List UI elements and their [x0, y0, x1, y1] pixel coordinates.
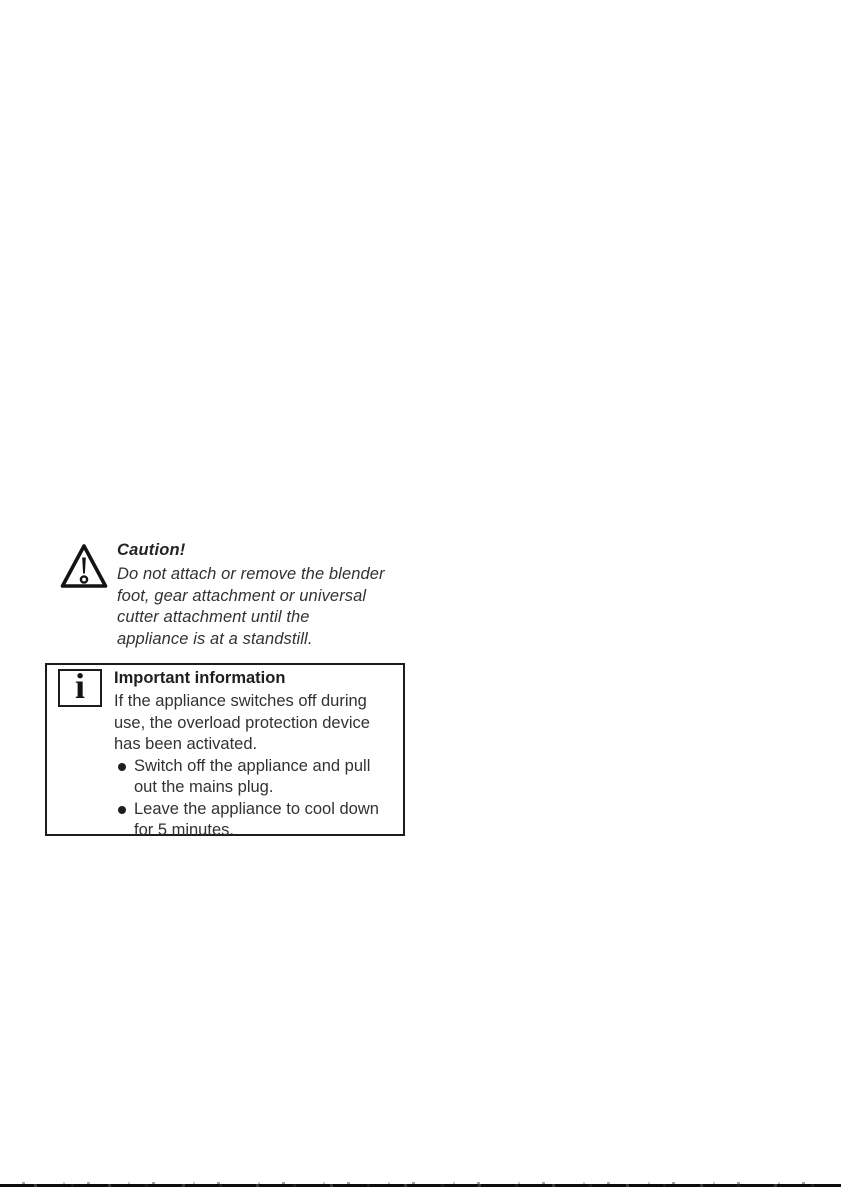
- bullet-item: [114, 799, 397, 842]
- caution-title: Caution!: [117, 541, 186, 559]
- bullet-icon: [118, 763, 126, 771]
- bullet-line: Leave the appliance to cool down: [134, 799, 379, 818]
- bullet-line: Switch off the appliance and pull: [134, 756, 371, 775]
- bullet-line: out the mains plug.: [134, 778, 274, 796]
- page-bottom-scan-artifact: [0, 1184, 841, 1187]
- important-content: [114, 667, 397, 842]
- caution-line: foot, gear attachment or universal: [117, 586, 367, 605]
- important-information-box: [45, 663, 405, 839]
- info-icon: [58, 666, 102, 707]
- bullet-icon: [118, 806, 126, 814]
- caution-section: [60, 538, 410, 651]
- important-intro-line: use, the overload protection device: [114, 713, 370, 732]
- caution-line: appliance is at a standstill.: [117, 630, 313, 649]
- important-intro-line: has been activated.: [114, 735, 258, 753]
- important-title: Important information: [114, 669, 286, 687]
- info-icon-glyph: i: [74, 666, 85, 706]
- caution-text: [117, 538, 385, 651]
- bullet-line: for 5 minutes.: [134, 821, 234, 839]
- warning-triangle-icon: [60, 542, 108, 592]
- caution-line: Do not attach or remove the blender: [117, 565, 385, 583]
- important-intro-line: If the appliance switches off during: [114, 692, 367, 710]
- bullet-item: [114, 756, 397, 799]
- caution-line: cutter attachment until the: [117, 608, 310, 627]
